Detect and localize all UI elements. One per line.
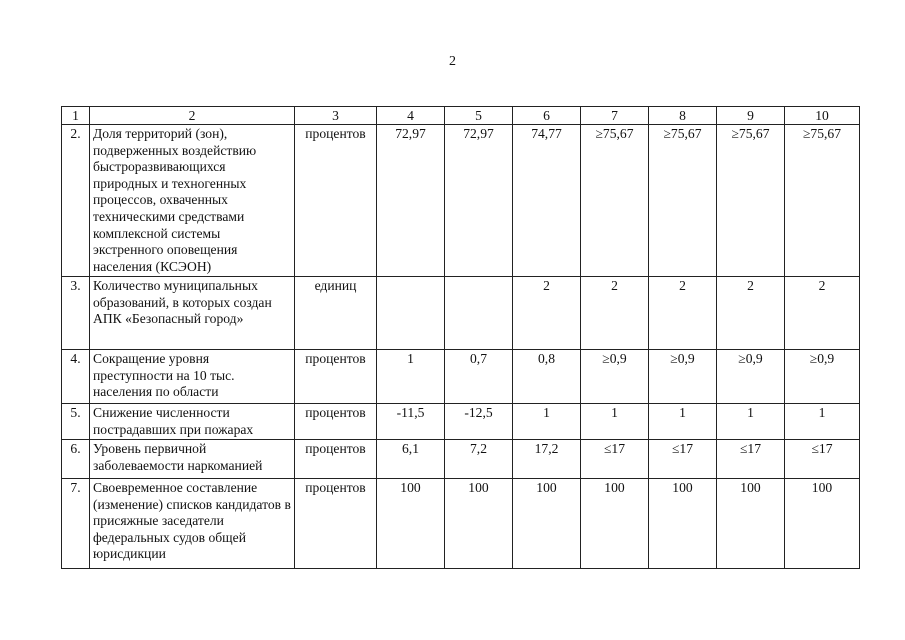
indicator-value: ≤17	[581, 440, 649, 479]
indicator-value: 2	[581, 277, 649, 350]
indicator-name: Количество муниципальных образований, в которых создан АПК «Безопасный город»	[90, 277, 295, 350]
column-header: 8	[649, 107, 717, 125]
indicator-value: 7,2	[445, 440, 513, 479]
indicator-value: 100	[649, 479, 717, 569]
column-header: 10	[785, 107, 860, 125]
indicator-name: Своевременное составление (изменение) списков кандидатов в присяжные заседатели федеральных судов общей юрисдикции	[90, 479, 295, 569]
table-row	[62, 440, 860, 479]
indicator-value: 74,77	[513, 125, 581, 277]
table-row	[62, 125, 860, 277]
table-row	[62, 350, 860, 404]
table-row	[62, 479, 860, 569]
indicators-table	[61, 106, 860, 569]
indicator-value: 1	[581, 404, 649, 440]
indicator-value: ≥0,9	[717, 350, 785, 404]
table-row	[62, 277, 860, 350]
indicator-value: 0,7	[445, 350, 513, 404]
page-number: 2	[449, 54, 456, 69]
indicator-unit: процентов	[295, 125, 377, 277]
row-number: 3.	[62, 277, 90, 350]
indicator-name: Уровень первичной заболеваемости наркоманией	[90, 440, 295, 479]
indicator-unit: процентов	[295, 404, 377, 440]
indicator-value: ≥75,67	[581, 125, 649, 277]
indicator-value: 1	[717, 404, 785, 440]
indicator-value: 72,97	[377, 125, 445, 277]
indicator-value	[445, 277, 513, 350]
row-number: 5.	[62, 404, 90, 440]
indicator-unit: единиц	[295, 277, 377, 350]
indicator-value: -12,5	[445, 404, 513, 440]
indicator-unit: процентов	[295, 440, 377, 479]
indicator-value: 72,97	[445, 125, 513, 277]
indicator-value: ≤17	[717, 440, 785, 479]
column-header: 2	[90, 107, 295, 125]
column-header: 7	[581, 107, 649, 125]
column-header: 4	[377, 107, 445, 125]
indicator-value: 1	[649, 404, 717, 440]
indicator-value: 100	[445, 479, 513, 569]
table-header-row	[62, 107, 860, 125]
indicator-value: ≥75,67	[785, 125, 860, 277]
indicator-value: ≥0,9	[785, 350, 860, 404]
indicator-value: 0,8	[513, 350, 581, 404]
row-number: 6.	[62, 440, 90, 479]
indicator-value: 17,2	[513, 440, 581, 479]
column-header: 6	[513, 107, 581, 125]
indicator-value: ≤17	[785, 440, 860, 479]
indicator-value: 100	[513, 479, 581, 569]
indicator-value: ≥0,9	[581, 350, 649, 404]
indicator-value: 2	[513, 277, 581, 350]
indicator-value: 100	[785, 479, 860, 569]
indicator-name: Доля территорий (зон), подверженных воздействию быстроразвивающихся природных и техногенных процессов, охваченных техническими средствами комплексной системы экстренного оповещения населения (КСЭОН)	[90, 125, 295, 277]
indicator-value: 100	[717, 479, 785, 569]
table-row	[62, 404, 860, 440]
indicator-name: Снижение численности пострадавших при пожарах	[90, 404, 295, 440]
column-header: 5	[445, 107, 513, 125]
row-number: 4.	[62, 350, 90, 404]
indicator-value: 1	[377, 350, 445, 404]
indicator-value: -11,5	[377, 404, 445, 440]
column-header: 1	[62, 107, 90, 125]
indicator-value: 2	[785, 277, 860, 350]
indicator-name: Сокращение уровня преступности на 10 тыс. населения по области	[90, 350, 295, 404]
indicator-value: 100	[581, 479, 649, 569]
column-header: 9	[717, 107, 785, 125]
indicator-value	[377, 277, 445, 350]
row-number: 2.	[62, 125, 90, 277]
column-header: 3	[295, 107, 377, 125]
indicator-value: ≥0,9	[649, 350, 717, 404]
indicator-value: ≤17	[649, 440, 717, 479]
indicator-value: 2	[649, 277, 717, 350]
indicator-value: 6,1	[377, 440, 445, 479]
indicator-value: ≥75,67	[717, 125, 785, 277]
indicator-value: 1	[785, 404, 860, 440]
indicator-unit: процентов	[295, 479, 377, 569]
indicator-value: 1	[513, 404, 581, 440]
indicator-value: 2	[717, 277, 785, 350]
row-number: 7.	[62, 479, 90, 569]
indicator-value: 100	[377, 479, 445, 569]
indicator-value: ≥75,67	[649, 125, 717, 277]
indicator-unit: процентов	[295, 350, 377, 404]
